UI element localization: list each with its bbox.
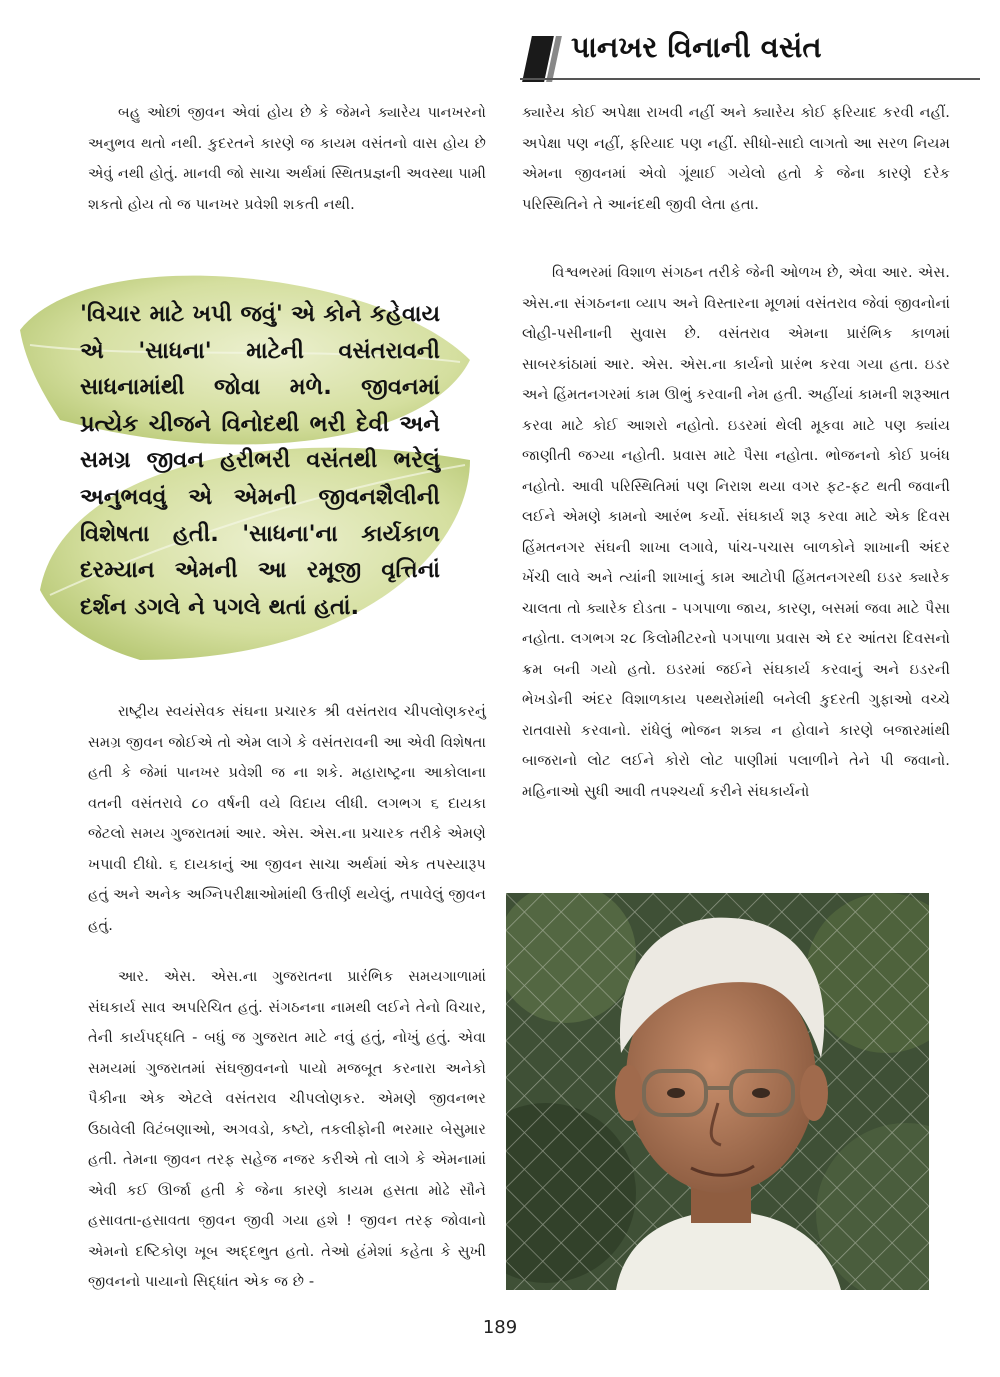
article-title: પાનખર વિનાની વસંત xyxy=(571,30,822,64)
portrait-photo xyxy=(506,893,929,1290)
article-header xyxy=(527,26,977,78)
intro-paragraph: બહુ ઓછાં જીવન એવાં હોય છે કે જેમને ક્યારેય પાનખરનો અનુભવ થતો નથી. કુદરતને કારણે જ કાયમ વસંતનો વાસ હોય છે એવું નથી હોતું. માનવી જો સાચા અર્થમાં સ્થિતપ્રજ્ઞની અવસ્થા પામી શકતો હોય તો જ પાનખર પ્રવેશી શકતી નથી. xyxy=(88,104,486,213)
page-number: 189 xyxy=(482,1317,518,1338)
body-paragraph-4: વિશ્વભરમાં વિશાળ સંગઠન તરીકે જેની ઓળખ છે, એવા આર. એસ. એસ.ના સંગઠનના વ્યાપ અને વિસ્તારના મૂળમાં વસંતરાવ જેવાં જીવનોનાં લોહી-પસીનાની સુવાસ છે. વસંતરાવ એમના પ્રારંભિક કાળમાં સાબરકાંઠામાં આર. એસ. એસ.ના કાર્યનો પ્રારંભ કરવા ગયા હતા. ઇડર અને હિંમતનગરમાં કામ ઊભું કરવાની નેમ હતી. અહીંયાં કામની શરૂઆત કરવા માટે કોઈ આશરો નહોતો. ઇડરમાં થેલી મૂકવા માટે પણ ક્યાંય જાણીતી જગ્યા નહોતી. પ્રવાસ માટે પૈસા નહોતા. ભોજનનો કોઈ પ્રબંધ નહોતો. આવી પરિસ્થિતિમાં પણ નિરાશ થયા વગર ફટ-ફટ થતી જવાની લઈને એમણે કામનો આરંભ કર્યો. સંઘકાર્ય શરૂ કરવા માટે એક દિવસ હિંમતનગર સંઘની શાખા લગાવે, પાંચ-પચાસ બાળકોને શાખાની અંદર ખેંચી લાવે અને ત્યાંની શાખાનું કામ આટોપી હિંમતનગરથી ઇડર ક્યારેક ચાલતા તો ક્યારેક દોડતા - પગપાળા જાય, કારણ, બસમાં જવા માટે પૈસા નહોતા. લગભગ ૨૮ કિલોમીટરનો પગપાળા પ્રવાસ એ દર આંતરા દિવસનો ક્રમ બની ગયો હતો. ઇડરમાં જઈને સંઘકાર્ય કરવાનું અને ઇડરની ભેખડોની અંદર વિશાળકાય પથ્થરોમાંથી બનેલી કુદરતી ગુફાઓ વચ્ચે રાતવાસો કરવાનો. રાંધેલું ભોજન શક્ય ન હોવાને કારણે બજારમાંથી બાજરાનો લોટ લઈને કોરો લોટ પાણીમાં પલાળીને તેને પી જવાનો. મહિનાઓ સુધી આવી તપશ્ચર્યા કરીને સંઘકાર્યનો xyxy=(522,264,950,800)
body-paragraph-2: રાષ્ટ્રીય સ્વયંસેવક સંઘના પ્રચારક શ્રી વસંતરાવ ચીપલોણકરનું સમગ્ર જીવન જોઈએ તો એમ લાગે કે વસંતરાવની આ એવી વિશેષતા હતી કે જેમાં પાનખર પ્રવેશી જ ના શકે. મહારાષ્ટ્રના આકોલાના વતની વસંતરાવે ૮૦ વર્ષની વયે વિદાય લીધી. લગભગ ૬ દાયકા જેટલો સમય ગુજરાતમાં આર. એસ. એસ.ના પ્રચારક તરીકે એમણે ખપાવી દીધો. ૬ દાયકાનું આ જીવન સાચા અર્થમાં એક તપસ્યારૂપ હતું અને અનેક અગ્નિપરીક્ષાઓમાંથી ઉત્તીર્ણ થયેલું, તપાવેલું જીવન હતું. xyxy=(88,703,486,934)
body-paragraph-3: આર. એસ. એસ.ના ગુજરાતના પ્રારંભિક સમયગાળામાં સંઘકાર્ય સાવ અપરિચિત હતું. સંગઠનના નામથી લઈને તેનો વિચાર, તેની કાર્યપદ્ધતિ - બધું જ ગુજરાત માટે નવું હતું, નોખું હતું. એવા સમયમાં ગુજરાતમાં સંઘજીવનનો પાયો મજબૂત કરનારા અનેકો પૈકીના એક એટલે વસંતરાવ ચીપલોણકર. એમણે જીવનભર ઉઠાવેલી વિટંબણાઓ, અગવડો, કષ્ટો, તકલીફોની ભરમાર બેસુમાર હતી. તેમના જીવન તરફ સહેજ નજર કરીએ તો લાગે કે એમનામાં એવી કઈ ઊર્જા હતી કે જેના કારણે કાયમ હસતા મોઢે સૌને હસાવતા-હસાવતા જીવન જીવી ગયા હશે ! જીવન તરફ જોવાનો એમનો દષ્ટિકોણ ખૂબ અદ્દભુત હતો. તેઓ હંમેશાં કહેતા કે સુખી જીવનનો પાયાનો સિદ્ધાંત એક જ છે - xyxy=(88,968,486,1290)
continued-paragraph: ક્યારેય કોઈ અપેક્ષા રાખવી નહીં અને ક્યારેય કોઈ ફરિયાદ કરવી નહીં. અપેક્ષા પણ નહીં, ફરિયાદ પણ નહીં. સીધો-સાદો લાગતો આ સરળ નિયમ એમના જીવનમાં એવો ગૂંથાઈ ગયેલો હતો કે જેના કારણે દરેક પરિસ્થિતિને તે આનંદથી જીવી લેતા હતા. xyxy=(522,104,950,213)
pull-quote: 'વિચાર માટે ખપી જવું' એ કોને કહેવાય એ 'સાધના' માટેની વસંતરાવની સાધનામાંથી જોવા મળે. જીવનમાં પ્રત્યેક ચીજને વિનોદથી ભરી દેવી અને સમગ્ર જીવન હરીભરી વસંતથી ભરેલું અનુભવવું એ એમની જીવનશૈલીની વિશેષતા હતી. 'સાધના'ના કાર્યકાળ દરમ્યાન એમની આ રમૂજી વૃત્તિનાં દર્શન ડગલે ને પગલે થતાં હતાં. xyxy=(80,301,440,620)
title-underline xyxy=(520,78,980,80)
